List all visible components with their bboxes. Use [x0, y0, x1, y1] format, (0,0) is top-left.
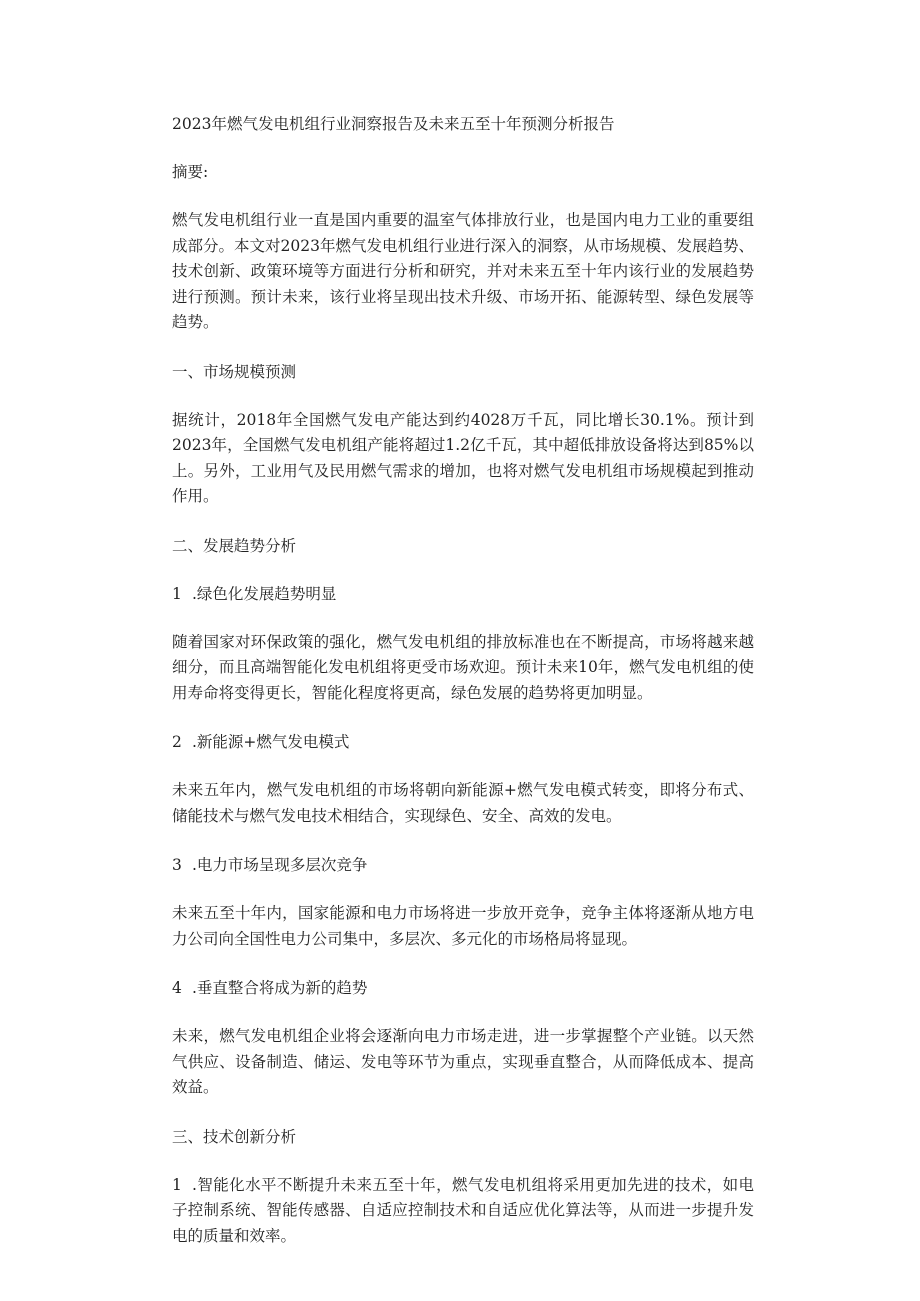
trend-heading-3 — [172, 853, 754, 877]
tech-number: 1 — [172, 1175, 182, 1194]
trend-title: .垂直整合将成为新的趋势 — [192, 979, 368, 997]
trend-title: .电力市场呈现多层次竞争 — [192, 856, 368, 874]
technology-paragraph-1 — [172, 1173, 754, 1250]
section-heading-technology: 三、技术创新分析 — [172, 1127, 297, 1146]
trend-heading-4 — [172, 976, 754, 1000]
trend-paragraph-1: 随着国家对环保政策的强化，燃气发电机组的排放标准也在不断提高，市场将越来越细分，而且高端智能化发电机组将更受市场欢迎。预计未来10年，燃气发电机组的使用寿命将变得更长，智能化程度将更高，绿色发展的趋势将更加明显。 — [172, 632, 754, 702]
trend-title: .新能源+燃气发电模式 — [192, 733, 350, 751]
trend-number: 2 — [172, 733, 182, 751]
abstract-paragraph: 燃气发电机组行业一直是国内重要的温室气体排放行业，也是国内电力工业的重要组成部分。本文对2023年燃气发电机组行业进行深入的洞察，从市场规模、发展趋势、技术创新、政策环境等方面进行分析和研究，并对未来五至十年内该行业的发展趋势进行预测。预计未来，该行业将呈现出技术升级、市场开拓、能源转型、绿色发展等趋势。 — [172, 211, 754, 331]
document-title: 2023年燃气发电机组行业洞察报告及未来五至十年预测分析报告 — [172, 115, 615, 133]
trend-paragraph-3: 未来五至十年内，国家能源和电力市场将进一步放开竞争，竞争主体将逐渐从地方电力公司向全国性电力公司集中，多层次、多元化的市场格局将显现。 — [172, 904, 754, 948]
trend-paragraph-4: 未来，燃气发电机组企业将会逐渐向电力市场走进，进一步掌握整个产业链。以天然气供应、设备制造、储运、发电等环节为重点，实现垂直整合，从而降低成本、提高效益。 — [172, 1027, 754, 1096]
section-heading-market: 一、市场规模预测 — [172, 362, 297, 381]
market-paragraph: 据统计，2018年全国燃气发电产能达到约4028万千瓦，同比增长30.1%。预计到2023年，全国燃气发电机组产能将超过1.2亿千瓦，其中超低排放设备将达到85%以上。另外，工业用气及民用燃气需求的增加，也将对燃气发电机组市场规模起到推动作用。 — [172, 410, 754, 505]
tech-text: .智能化水平不断提升未来五至十年，燃气发电机组将采用更加先进的技术，如电子控制系统、智能传感器、自适应控制技术和自适应优化算法等，从而进一步提升发电的质量和效率。 — [172, 1175, 754, 1245]
document-page — [172, 112, 754, 1249]
abstract-label: 摘要: — [172, 163, 209, 181]
trend-number: 3 — [172, 856, 182, 874]
trend-heading-2 — [172, 730, 754, 754]
trend-number: 4 — [172, 979, 182, 997]
trend-heading-1 — [172, 582, 754, 606]
section-heading-trends: 二、发展趋势分析 — [172, 536, 297, 555]
trend-title: .绿色化发展趋势明显 — [192, 584, 337, 603]
trend-number: 1 — [172, 584, 182, 603]
trend-paragraph-2: 未来五年内，燃气发电机组的市场将朝向新能源+燃气发电模式转变，即将分布式、储能技术与燃气发电技术相结合，实现绿色、安全、高效的发电。 — [172, 781, 754, 825]
